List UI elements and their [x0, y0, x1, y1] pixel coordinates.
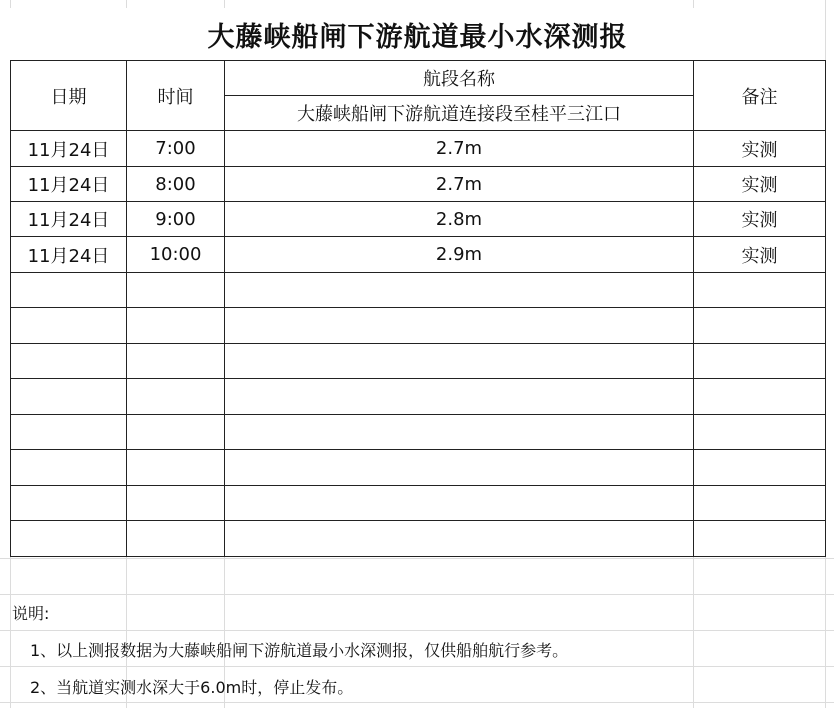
cell-remark: 实测: [694, 202, 826, 237]
table-row: [11, 167, 826, 202]
cell-remark: 实测: [694, 167, 826, 202]
grid-line: [0, 594, 834, 595]
grid-line: [0, 702, 834, 703]
table-row: [11, 237, 826, 273]
header-segment-name: 航段名称: [225, 61, 694, 96]
cell-depth: 2.9m: [225, 237, 694, 273]
header-segment: 大藤峡船闸下游航道连接段至桂平三江口: [225, 96, 694, 131]
grid-line: [0, 666, 834, 667]
note-item-1: 1、以上测报数据为大藤峡船闸下游航道最小水深测报，仅供船舶航行参考。: [30, 641, 569, 660]
table-row: [11, 202, 826, 237]
cell-date: 11月24日: [11, 167, 127, 202]
cell-time: 9:00: [127, 202, 225, 237]
cell-remark: 实测: [694, 131, 826, 167]
page-title: 大藤峡船闸下游航道最小水深测报: [10, 8, 825, 60]
grid-line: [0, 558, 834, 559]
depth-report-table: [10, 60, 826, 557]
header-date: 日期: [11, 61, 127, 131]
cell-depth: 2.8m: [225, 202, 694, 237]
empty-row: [11, 308, 826, 344]
note-item-2: 2、当航道实测水深大于6.0m时，停止发布。: [30, 678, 354, 697]
table-row: [11, 131, 826, 167]
empty-row: [11, 379, 826, 415]
cell-remark: 实测: [694, 237, 826, 273]
empty-row: [11, 521, 826, 557]
header-remark: 备注: [694, 61, 826, 131]
cell-time: 10:00: [127, 237, 225, 273]
empty-row: [11, 415, 826, 450]
grid-line: [0, 630, 834, 631]
cell-time: 8:00: [127, 167, 225, 202]
cell-depth: 2.7m: [225, 131, 694, 167]
header-time: 时间: [127, 61, 225, 131]
cell-date: 11月24日: [11, 131, 127, 167]
notes-label: 说明:: [12, 604, 50, 623]
empty-row: [11, 486, 826, 521]
cell-depth: 2.7m: [225, 167, 694, 202]
cell-date: 11月24日: [11, 202, 127, 237]
empty-row: [11, 344, 826, 379]
header-row: [11, 61, 826, 96]
empty-row: [11, 450, 826, 486]
cell-date: 11月24日: [11, 237, 127, 273]
empty-row: [11, 273, 826, 308]
cell-time: 7:00: [127, 131, 225, 167]
